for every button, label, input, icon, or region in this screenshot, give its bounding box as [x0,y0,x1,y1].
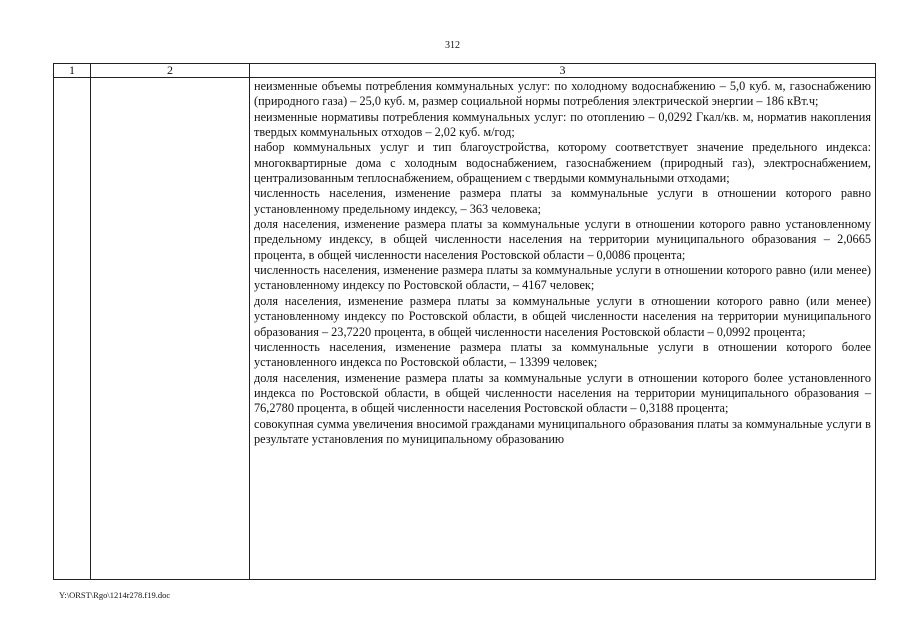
table-header-row [54,64,876,78]
document-table [53,63,876,580]
column-header-3: 3 [250,64,876,78]
cell-col1 [54,78,91,580]
paragraph: доля населения, изменение размера платы за коммунальные услуги в отношении которого более установленного индекса по Ростовской области, в общей численности населения на территории муниципального образования – 76,2780 процента, в общей численности населения Ростовской области – 0,3188 процента; [254,370,871,416]
paragraph: численность населения, изменение размера платы за коммунальные услуги в отношении которого более установленного индекса по Ростовской области, – 13399 человек; [254,339,871,370]
paragraph: неизменные нормативы потребления коммунальных услуг: по отоплению – 0,0292 Гкал/кв. м, норматив накопления твердых коммунальных отходов – 2,02 куб. м/год; [254,109,871,140]
table-content-row [54,78,876,580]
column-header-1: 1 [54,64,91,78]
footer-file-path: Y:\ORST\Rgo\1214r278.f19.doc [59,590,171,600]
page-number: 312 [445,40,460,51]
column-header-2: 2 [91,64,250,78]
paragraph: набор коммунальных услуг и тип благоустройства, которому соответствует значение предельного индекса: многоквартирные дома с холодным водоснабжением, газоснабжением (природный газ), электроснабжением, централизованным теплоснабжением, обращением с твердыми коммунальными отходами; [254,140,871,186]
cell-col2 [91,78,250,580]
paragraph: доля населения, изменение размера платы за коммунальные услуги в отношении которого равно (или менее) установленному индексу по Ростовской области, в общей численности населения на территории муниципального образования – 23,7220 процента, в общей численности населения Ростовской области – 0,0992 процента; [254,293,871,339]
paragraph: численность населения, изменение размера платы за коммунальные услуги в отношении которого равно установленному предельному индексу, – 363 человека; [254,186,871,216]
paragraph: совокупная сумма увеличения вносимой гражданами муниципального образования платы за коммунальные услуги в результате установления по муниципальному образованию [254,416,871,446]
content-text-block [250,78,875,579]
paragraph: неизменные объемы потребления коммунальных услуг: по холодному водоснабжению – 5,0 куб. м, газоснабжению (природного газа) – 25,0 куб. м, размер социальной нормы потребления электрической энергии – 186 кВт.ч; [254,79,871,109]
paragraph: численность населения, изменение размера платы за коммунальные услуги в отношении которого равно (или менее) установленному индексу по Ростовской области, – 4167 человек; [254,263,871,293]
paragraph: доля населения, изменение размера платы за коммунальные услуги в отношении которого равно установленному предельному индексу, в общей численности населения на территории муниципального образования – 2,0665 процента, в общей численности населения Ростовской области – 0,0086 процента; [254,217,871,262]
cell-col3 [250,78,876,580]
